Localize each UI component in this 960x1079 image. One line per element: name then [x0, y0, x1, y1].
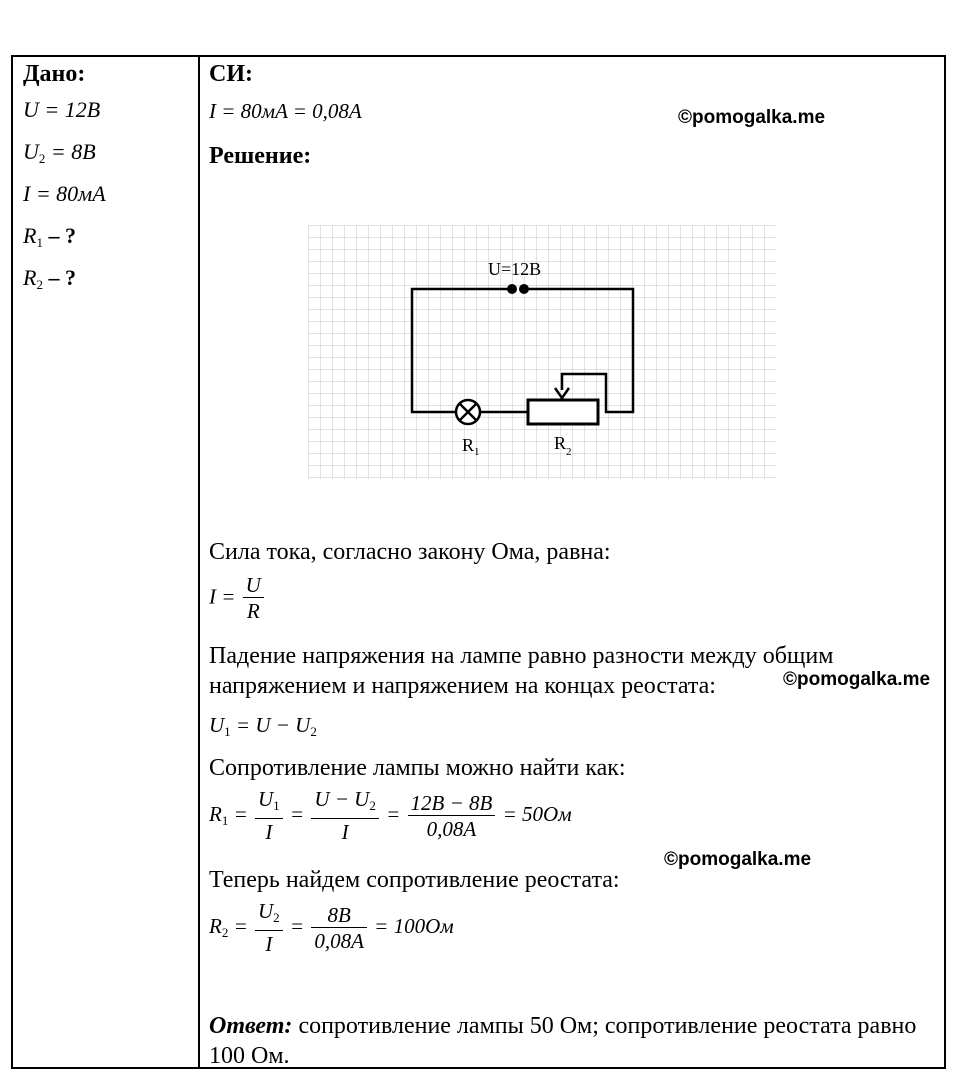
voltage-drop-text: Падение напряжения на лампе равно разности между общим напряжением и напряжением на концах реостата: — [209, 643, 834, 699]
ohm-law-text: Сила тока, согласно закону Ома, равна: — [209, 539, 611, 565]
solution-title: Решение: — [209, 143, 312, 169]
rheostat-resistance-formula: $R_2$ = $\frac{U_2}{I}$ = $\frac{8B}{0,08A}$ = 100Ом — [209, 899, 454, 956]
unknown-r2: $R_2$ – ? — [23, 265, 76, 292]
answer — [209, 1011, 939, 1071]
solution-column — [209, 57, 936, 1067]
answer-label: Ответ: — [209, 1013, 293, 1039]
lamp-resistance-formula: $R_1$ = $\frac{U_1}{I}$ = $\frac{U - U_2}{I}$ = $\frac{12B - 8B}{0,08A}$ = 50Ом — [209, 787, 572, 844]
watermark: ©pomogalka.me — [664, 849, 812, 870]
terminal-negative — [507, 284, 517, 294]
task-table — [11, 55, 946, 1069]
lamp-resistance-text: Сопротивление лампы можно найти как: — [209, 755, 626, 781]
given-current: I = 80мA — [23, 181, 106, 206]
r1-label: $R_1$ — [462, 435, 480, 458]
watermark: ©pomogalka.me — [783, 669, 931, 690]
terminal-positive — [519, 284, 529, 294]
circuit-diagram — [308, 225, 776, 479]
given-voltage-2: $U_2 = 8B$ — [23, 139, 96, 166]
voltage-drop-formula: $U_1 = U - U_2$ — [209, 713, 317, 739]
lamp-icon — [456, 400, 480, 424]
r2-label: $R_2$ — [554, 433, 572, 458]
voltage-label: U=12B — [488, 259, 542, 279]
given-column — [23, 61, 193, 305]
answer-text: сопротивление лампы 50 Ом; сопротивление реостата равно 100 Ом. — [209, 1013, 917, 1069]
rheostat-resistance-text: Теперь найдем сопротивление реостата: — [209, 867, 620, 893]
given-voltage: U = 12B — [23, 97, 101, 122]
unknown-r1: $R_1$ – ? — [23, 223, 76, 250]
grid-paper — [308, 225, 776, 479]
column-divider — [198, 57, 200, 1067]
si-title: СИ: — [209, 61, 253, 87]
watermark: ©pomogalka.me — [678, 107, 826, 128]
rheostat-icon — [528, 400, 598, 424]
si-conversion: I = 80мA = 0,08A — [209, 99, 362, 123]
ohm-law-formula: I = $\frac{U}{R}$ — [209, 573, 266, 624]
given-title: Дано: — [23, 61, 86, 87]
